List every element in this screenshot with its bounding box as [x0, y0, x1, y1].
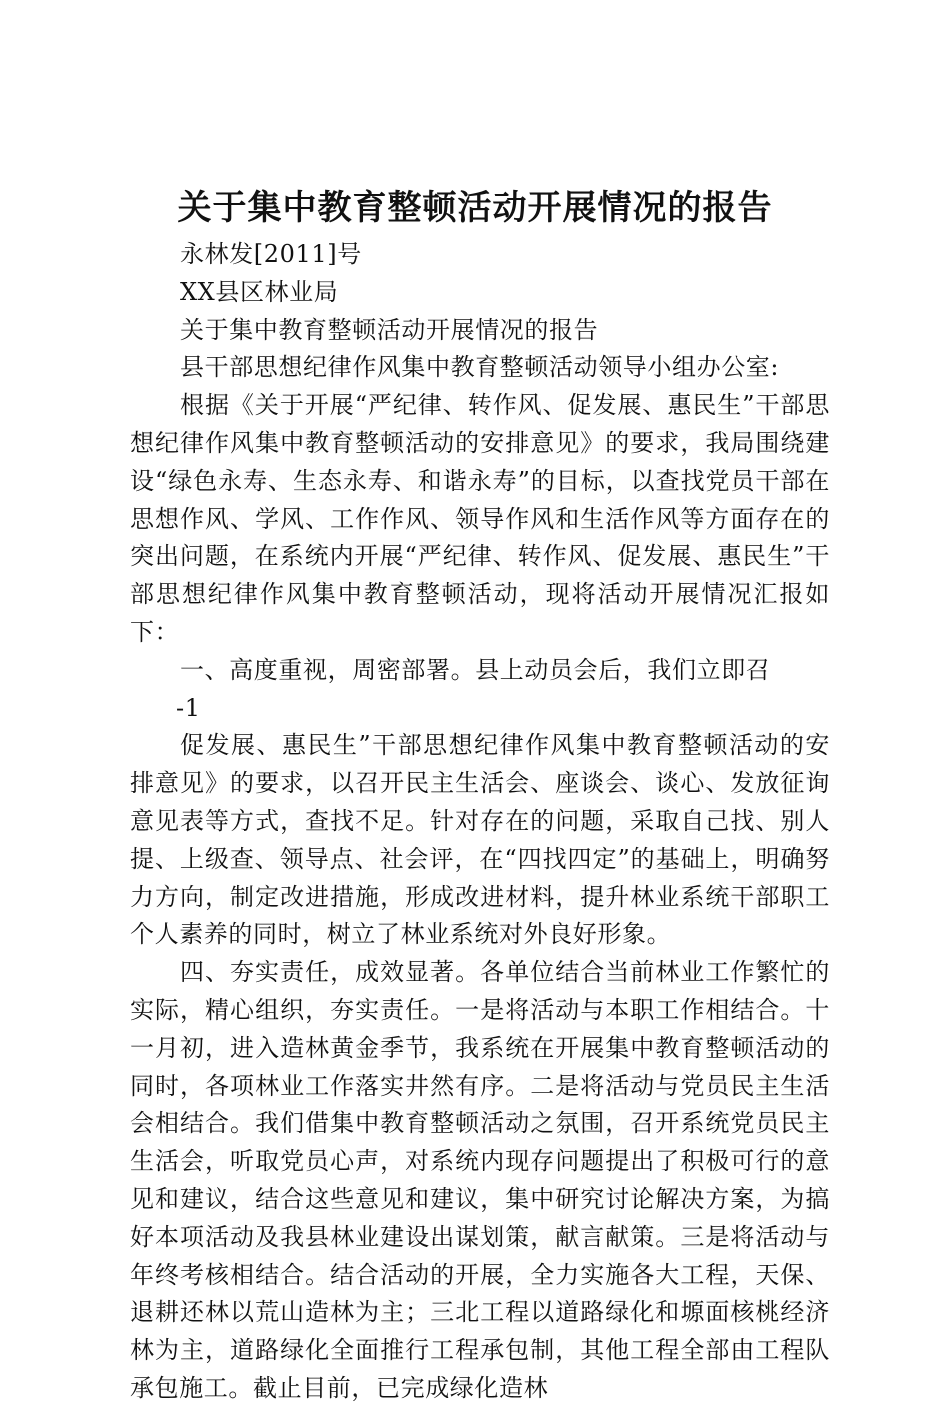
- addressee: 县干部思想纪律作风集中教育整顿活动领导小组办公室:: [180, 353, 780, 382]
- page-marker: -1: [176, 693, 201, 722]
- subtitle: 关于集中教育整顿活动开展情况的报告: [180, 315, 599, 344]
- paragraph-section-four: 四、夯实责任，成效显著。各单位结合当前林业工作繁忙的实际，精心组织，夯实责任。一是将活动与本职工作相结合。十一月初，进入造林黄金季节，我系统在开展集中教育整顿活动的同时，各项林业工作落实井然有序。二是将活动与党员民主生活会相结合。我们借集中教育整顿活动之氛围，召开系统党员民主生活会，听取党员心声，对系统内现存问题提出了积极可行的意见和建议，结合这些意见和建议，集中研究讨论解决方案，为搞好本项活动及我县林业建设出谋划策，献言献策。三是将活动与年终考核相结合。结合活动的开展，全力实施各大工程，天保、退耕还林以荒山造林为主；三北工程以道路绿化和塬面核桃经济林为主，道路绿化全面推行工程承包制，其他工程全部由工程队承包施工。截止目前，已完成绿化造林: [130, 958, 830, 1402]
- document-title: 关于集中教育整顿活动开展情况的报告: [177, 188, 773, 228]
- issuer: XX县区林业局: [180, 277, 339, 306]
- paragraph-continuation: 促发展、惠民生”干部思想纪律作风集中教育整顿活动的安排意见》的要求，以召开民主生活会、座谈会、谈心、发放征询意见表等方式，查找不足。针对存在的问题，采取自己找、别人提、上级查、领导点、社会评，在“四找四定”的基础上，明确努力方向，制定改进措施，形成改进材料，提升林业系统干部职工个人素养的同时，树立了林业系统对外良好形象。: [130, 731, 830, 949]
- paragraph-section-one: 一、高度重视，周密部署。县上动员会后，我们立即召: [180, 655, 771, 684]
- paragraph-intro: 根据《关于开展“严纪律、转作风、促发展、惠民生”干部思想纪律作风集中教育整顿活动的安排意见》的要求，我局围绕建设“绿色永寿、生态永寿、和谐永寿”的目标，以查找党员干部在思想作风、学风、工作作风、领导作风和生活作风等方面存在的突出问题，在系统内开展“严纪律、转作风、促发展、惠民生”干部思想纪律作风集中教育整顿活动，现将活动开展情况汇报如下：: [130, 391, 830, 646]
- document-body: [130, 236, 830, 1408]
- doc-number: 永林发[2011]号: [180, 240, 362, 268]
